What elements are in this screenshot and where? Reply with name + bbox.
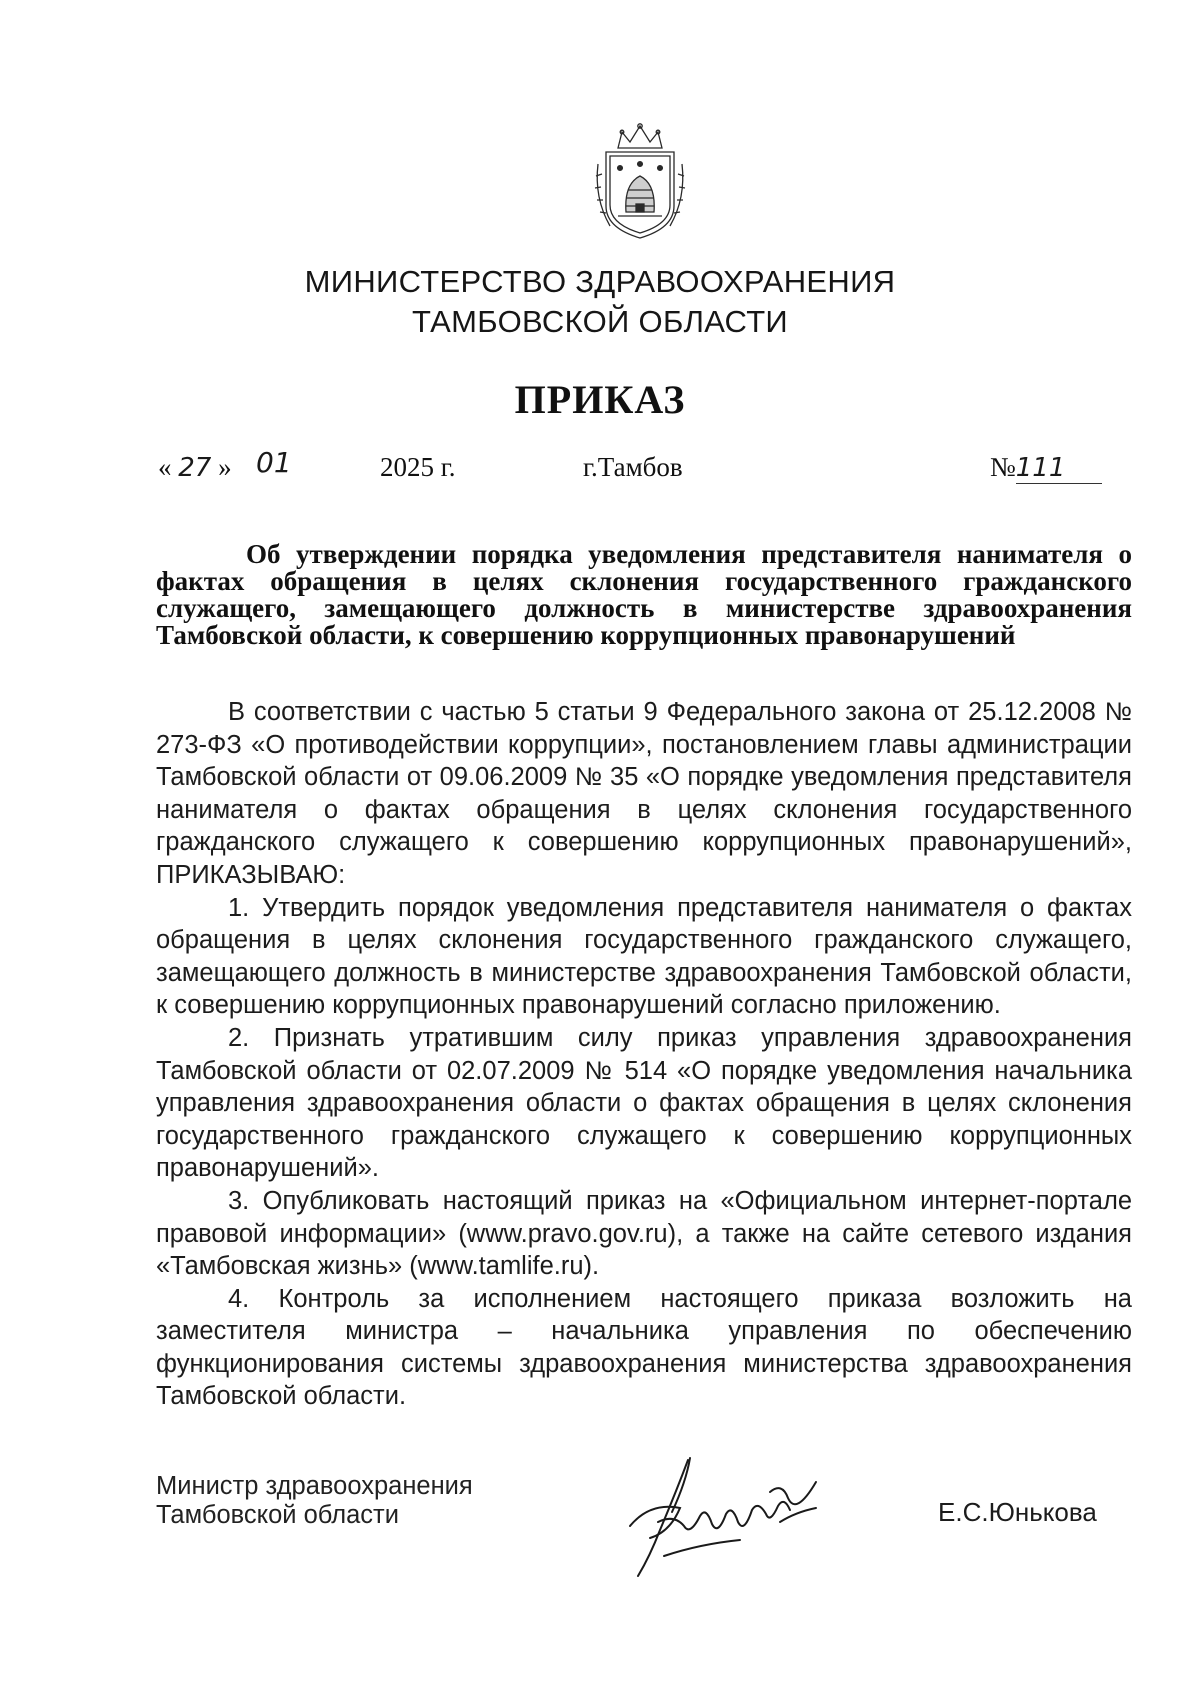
document-city: г.Тамбов: [583, 452, 683, 482]
ministry-name-line2: ТАМБОВСКОЙ ОБЛАСТИ: [411, 304, 789, 339]
subject-line: фактах обращения в целях склонения государственного гражданского: [156, 566, 1132, 596]
date-quote-close: »: [218, 452, 232, 482]
signatory-name: Е.С.Юнькова: [938, 1497, 1097, 1527]
date-day-handwritten: 27: [178, 453, 212, 483]
subject-line: Об утверждении порядка уведомления представителя нанимателя о: [246, 539, 1132, 569]
date-day: [158, 452, 232, 483]
order-item-1: 1. Утвердить порядок уведомления представителя нанимателя о фактах обращения в целях склонения государственного гражданского служащего, замещающего должность в министерстве здравоохранения Тамбовской области, к совершению коррупционных правонарушений согласно приложению.: [156, 893, 1132, 1020]
signatory-position-line1: Министр здравоохранения: [156, 1472, 473, 1500]
order-item-2: 2. Признать утратившим силу приказ управления здравоохранения Тамбовской области от 02.07.2009 № 514 «О порядке уведомления начальника управления здравоохранения области о фактах обращения в целях склонения государственного гражданского служащего к совершению коррупционных правонарушений».: [156, 1023, 1132, 1183]
handwritten-signature: [620, 1452, 830, 1582]
signatory-position-line2: Тамбовской области: [156, 1501, 399, 1529]
preamble-paragraph: В соответствии с частью 5 статьи 9 Федерального закона от 25.12.2008 № 273-ФЗ «О противодействии коррупции», постановлением главы администрации Тамбовской области от 09.06.2009 № 35 «О порядке уведомления представителя нанимателя о фактах обращения в целях склонения государственного гражданского служащего к совершению коррупционных правонарушений», ПРИКАЗЫВАЮ:: [156, 698, 1132, 889]
document-number: [990, 452, 1102, 484]
signatory-position: [156, 1472, 473, 1530]
date-quote-open: «: [158, 452, 172, 482]
number-handwritten: 111: [1015, 453, 1066, 483]
number-label: №: [990, 452, 1016, 482]
document-body: [156, 696, 1132, 1413]
coat-of-arms-emblem: [588, 118, 692, 244]
order-item-3: 3. Опубликовать настоящий приказ на «Официальном интернет-портале правовой информации» (www.pravo.gov.ru), а также на сайте сетевого издания «Тамбовская жизнь» (www.tamlife.ru).: [156, 1186, 1132, 1281]
subject-line: Тамбовской области, к совершению коррупционных правонарушений: [156, 620, 1016, 650]
date-month-handwritten: 01: [256, 446, 292, 479]
document-type-title: ПРИКАЗ: [514, 377, 686, 422]
order-item-4: 4. Контроль за исполнением настоящего приказа возложить на заместителя министра – начальника управления по обеспечению функционирования системы здравоохранения министерства здравоохранения Тамбовской области.: [156, 1284, 1132, 1411]
document-subject: [156, 541, 1132, 649]
subject-line: служащего, замещающего должность в министерстве здравоохранения: [156, 593, 1132, 623]
date-year: 2025 г.: [380, 452, 456, 482]
ministry-name-line1: МИНИСТЕРСТВО ЗДРАВООХРАНЕНИЯ: [304, 264, 896, 299]
